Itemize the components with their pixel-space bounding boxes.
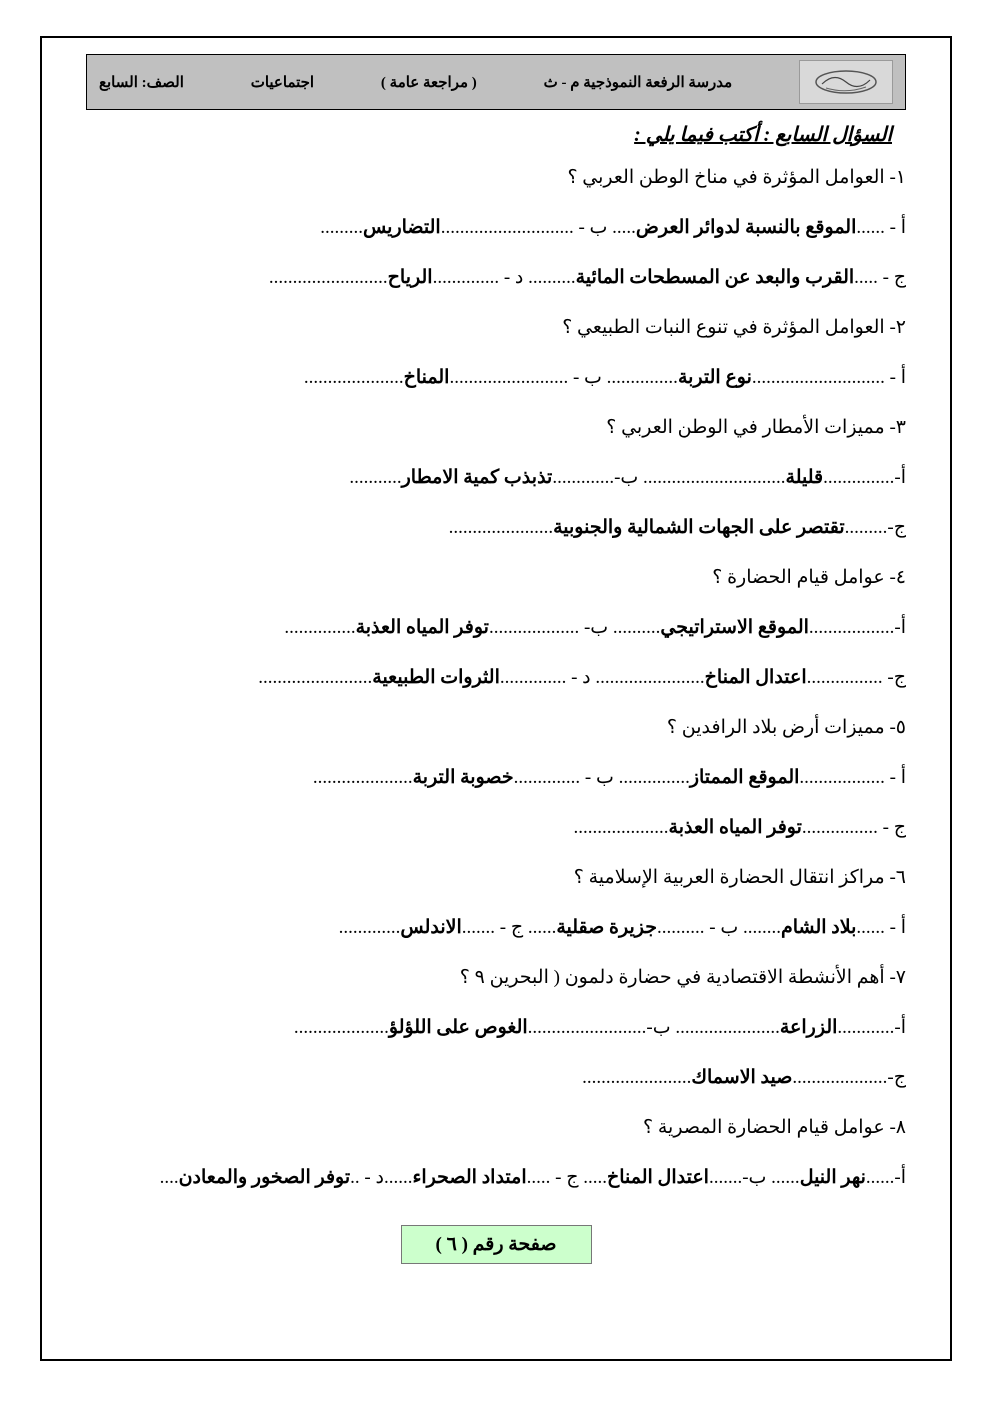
dotted-leader: .................... [293, 1017, 389, 1038]
answer-text: توفر المياه العذبة [355, 617, 489, 638]
page-number-label: صفحة رقم ( ٦ ) [435, 1234, 557, 1255]
school-logo-icon [799, 60, 893, 104]
dotted-leader: ...... ج - ....... [461, 917, 557, 938]
question-text: ٧- أهم الأنشطة الاقتصادية في حضارة دلمون ( البحرين ٩ ؟ [459, 967, 906, 988]
dotted-leader: ج-......... [844, 517, 906, 538]
subject-name: اجتماعيات [250, 74, 315, 91]
answer-line [86, 653, 906, 703]
question-text: ٥- مميزات أرض بلاد الرافدين ؟ [666, 717, 906, 738]
question-text: ٢- العوامل المؤثرة في تنوع النبات الطبيعي ؟ [562, 317, 906, 338]
questions-container [86, 153, 906, 1203]
dotted-leader: .......... ب- ................... [488, 617, 661, 638]
dotted-leader: ...... ب-....... [708, 1167, 800, 1188]
question-text: ٣- مميزات الأمطار في الوطن العربي ؟ [606, 417, 906, 438]
answer-line [86, 903, 906, 953]
answer-line [86, 1153, 906, 1203]
dotted-leader: أ - ............................ [751, 367, 906, 388]
dotted-leader: .............................. ب-............. [552, 467, 786, 488]
answer-text: توفر المياه العذبة [668, 817, 802, 838]
question-text: ٨- عوامل قيام الحضارة المصرية ؟ [643, 1117, 906, 1138]
page-content [42, 38, 950, 1264]
question-title: السؤال السابع : أكتب فيما يلي : [634, 124, 892, 146]
dotted-leader: أ - ...... [856, 917, 906, 938]
answer-text: قليلة [785, 467, 824, 488]
dotted-leader: ...................... ب-......................... [527, 1017, 780, 1038]
answer-text: نوع التربة [677, 367, 752, 388]
answer-text: الثروات الطبيعية [372, 667, 500, 688]
answer-text: تذبذب كمية الامطار [401, 467, 553, 488]
answer-text: اعتدال المناخ [606, 1167, 709, 1188]
dotted-leader: .................... [573, 817, 669, 838]
question-text: ٤- عوامل قيام الحضارة ؟ [712, 567, 906, 588]
dotted-leader: ........................ [258, 667, 373, 688]
school-name: مدرسة الرفعة النموذجية م - ث [543, 74, 733, 91]
answer-text: التضاريس [362, 217, 441, 238]
school-emblem-icon [804, 64, 888, 100]
dotted-leader: ......... [320, 217, 363, 238]
dotted-leader: أ-.................. [808, 617, 906, 638]
header [86, 54, 906, 110]
dotted-leader: ..... ب - ............................ [440, 217, 636, 238]
answer-text: الرياح [387, 267, 433, 288]
answer-text: صيد الاسماك [691, 1067, 793, 1088]
dotted-leader: .......... د - .............. [432, 267, 576, 288]
dotted-leader: ج-.................... [792, 1067, 906, 1088]
dotted-leader: ........ ب - .......... [657, 917, 781, 938]
dotted-leader: ..................... [312, 767, 413, 788]
dotted-leader: ...................... [448, 517, 554, 538]
question-text: ١- العوامل المؤثرة في مناخ الوطن العربي ؟ [567, 167, 906, 188]
dotted-leader: ........... [349, 467, 402, 488]
answer-text: الاندلس [400, 917, 462, 938]
dotted-leader: أ-............... [823, 467, 906, 488]
dotted-leader: ............... ب - .............. [513, 767, 690, 788]
answer-line [86, 203, 906, 253]
answer-text: اعتدال المناخ [704, 667, 807, 688]
answer-text: جزيرة صقلية [556, 917, 658, 938]
dotted-leader: ............... [284, 617, 356, 638]
dotted-leader: ....................... د - .............. [499, 667, 705, 688]
answer-text: بلاد الشام [780, 917, 857, 938]
answer-text: توفر الصخور والمعادن [178, 1167, 351, 1188]
dotted-leader: ..... ج - ..... [526, 1167, 607, 1188]
dotted-leader: ......................... [268, 267, 388, 288]
answer-line [86, 1053, 906, 1103]
answer-line [86, 753, 906, 803]
answer-text: المناخ [403, 367, 450, 388]
dotted-leader: ج - ................ [801, 817, 906, 838]
answer-line [86, 503, 906, 553]
answer-text: نهر النيل [799, 1167, 866, 1188]
dotted-leader: أ - .................. [799, 767, 906, 788]
answer-text: الموقع الاستراتيجي [660, 617, 809, 638]
answer-text: الزراعة [779, 1017, 838, 1038]
answer-text: امتداد الصحراء [412, 1167, 527, 1188]
answer-text: الموقع الممتاز [689, 767, 800, 788]
answer-text: الموقع بالنسبة لدوائر العرض [635, 217, 857, 238]
dotted-leader: ............... ب - ......................... [449, 367, 678, 388]
answer-text: خصوبة التربة [412, 767, 514, 788]
dotted-leader: ..................... [303, 367, 404, 388]
question-text: ٦- مراكز انتقال الحضارة العربية الإسلامية ؟ [573, 867, 906, 888]
answer-line [86, 453, 906, 503]
answer-text: القرب والبعد عن المسطحات المائية [575, 267, 855, 288]
answer-line [86, 603, 906, 653]
dotted-leader: .... [159, 1167, 179, 1188]
grade-label: الصف: السابع [99, 74, 184, 91]
answer-line [86, 253, 906, 303]
answer-line [86, 803, 906, 853]
dotted-leader: أ - ...... [856, 217, 906, 238]
dotted-leader: ج- ................ [806, 667, 906, 688]
dotted-leader: ....................... [582, 1067, 692, 1088]
page-number-box [401, 1225, 592, 1264]
answer-line [86, 353, 906, 403]
dotted-leader: أ-............ [837, 1017, 906, 1038]
answer-text: الغوص على اللؤلؤ [388, 1017, 528, 1038]
page-border-frame [40, 36, 952, 1361]
answer-line [86, 1003, 906, 1053]
dotted-leader: ......د - .. [350, 1167, 413, 1188]
exam-type: ( مراجعة عامة ) [380, 74, 477, 91]
dotted-leader: أ-...... [865, 1167, 906, 1188]
answer-text: تقتصر على الجهات الشمالية والجنوبية [553, 517, 845, 538]
dotted-leader: ج - ..... [854, 267, 906, 288]
dotted-leader: ............. [338, 917, 401, 938]
